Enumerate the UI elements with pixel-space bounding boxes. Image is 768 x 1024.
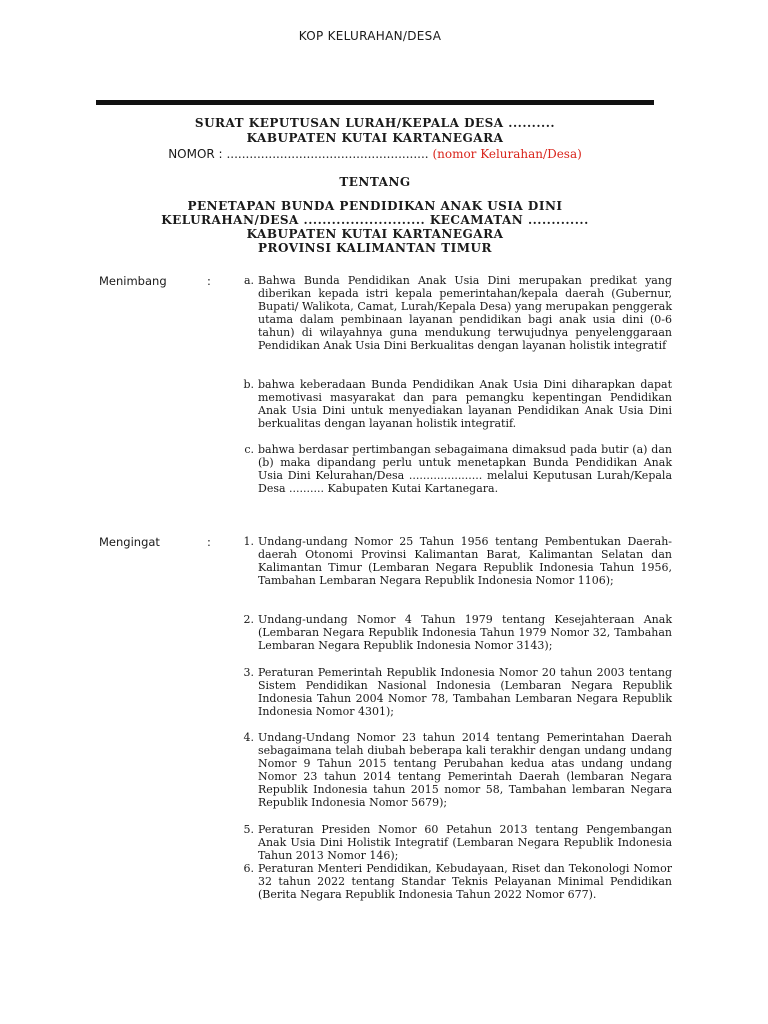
- letterhead-rule: [96, 100, 654, 105]
- mengingat-item-2: [232, 614, 672, 653]
- regency-title: KABUPATEN KUTAI KARTANEGARA: [246, 131, 504, 145]
- mengingat-item-1: [232, 536, 672, 588]
- mengingat-item-5: [232, 824, 672, 863]
- item-marker: 6.: [243, 862, 254, 875]
- subject-line-4: PROVINSI KALIMANTAN TIMUR: [258, 241, 492, 255]
- menimbang-colon: :: [207, 274, 211, 288]
- item-text: Peraturan Pemerintah Republik Indonesia Nomor 20 tahun 2003 tentang Sistem Pendidikan Nasional Indonesia (Lembaran Negara Republik Indonesia Tahun 2004 Nomor 78, Tambahan Lembaran Negara Republik Indonesia Nomor 4301);: [258, 666, 672, 718]
- item-marker: b.: [243, 378, 254, 391]
- item-marker: a.: [243, 274, 254, 287]
- item-text: bahwa berdasar pertimbangan sebagaimana dimaksud pada butir (a) dan (b) maka dipandang perlu untuk menetapkan Bunda Pendidikan Anak Usia Dini Kelurahan/Desa ..................... melalui Keputusan Lurah/Kepala Desa .......... Kabupaten Kutai Kartanegara.: [258, 443, 672, 495]
- mengingat-colon: :: [207, 535, 211, 549]
- item-marker: 2.: [243, 613, 254, 626]
- item-text: bahwa keberadaan Bunda Pendidikan Anak Usia Dini diharapkan dapat memotivasi masyarakat dan para pemangku kepentingan Pendidikan Anak Usia Dini untuk menyediakan layanan Pendidikan Anak Usia Dini berkualitas dengan layanan holistik integratif.: [258, 378, 672, 430]
- item-marker: 4.: [243, 731, 254, 744]
- decree-title: SURAT KEPUTUSAN LURAH/KEPALA DESA ..........: [194, 116, 556, 130]
- tentang-heading: TENTANG: [339, 175, 411, 189]
- mengingat-item-4: [232, 732, 672, 809]
- menimbang-item-a: [232, 275, 672, 352]
- subject-line-3: KABUPATEN KUTAI KARTANEGARA: [246, 227, 504, 241]
- item-marker: 1.: [243, 535, 254, 548]
- menimbang-item-c: [232, 444, 672, 496]
- mengingat-label: Mengingat: [99, 535, 160, 549]
- item-marker: 3.: [243, 666, 254, 679]
- item-marker: 5.: [243, 823, 254, 836]
- subject-line-1: PENETAPAN BUNDA PENDIDIKAN ANAK USIA DINI: [187, 199, 563, 213]
- menimbang-label: Menimbang: [99, 274, 167, 288]
- item-text: Undang-Undang Nomor 23 tahun 2014 tentang Pemerintahan Daerah sebagaimana telah diubah beberapa kali terakhir dengan undang undang Nomor 9 Tahun 2015 tentang Perubahan kedua atas undang undang Nomor 23 tahun 2014 tentang Pemerintah Daerah (lembaran Negara Republik Indonesia tahun 2015 nomor 58, Tambahan lembaran Negara Republik Indonesia Nomor 5679);: [258, 731, 672, 809]
- item-marker: c.: [244, 443, 254, 456]
- subject-line-2: KELURAHAN/DESA .......................... KECAMATAN .............: [161, 213, 589, 227]
- mengingat-item-6: [232, 863, 672, 902]
- menimbang-item-b: [232, 379, 672, 431]
- nomor-dots: .....................................................: [226, 147, 429, 161]
- nomor-note: (nomor Kelurahan/Desa): [432, 147, 582, 161]
- decree-number: [96, 147, 654, 161]
- letterhead-placeholder: KOP KELURAHAN/DESA: [298, 29, 442, 43]
- item-text: Undang-undang Nomor 25 Tahun 1956 tentang Pembentukan Daerah-daerah Otonomi Provinsi Kalimantan Barat, Kalimantan Selatan dan Kalimantan Timur (Lembaran Negara Republik Indonesia Tahun 1956, Tambahan Lembaran Negara Republik Indonesia Nomor 1106);: [258, 535, 672, 587]
- nomor-label: NOMOR :: [168, 147, 223, 161]
- mengingat-item-3: [232, 667, 672, 719]
- item-text: Undang-undang Nomor 4 Tahun 1979 tentang Kesejahteraan Anak (Lembaran Negara Republik Indonesia Tahun 1979 Nomor 32, Tambahan Lembaran Negara Republik Indonesia Nomor 3143);: [258, 613, 672, 652]
- item-text: Peraturan Menteri Pendidikan, Kebudayaan, Riset dan Tekonologi Nomor 32 tahun 2022 tentang Standar Teknis Pelayanan Minimal Pendidikan (Berita Negara Republik Indonesia Tahun 2022 Nomor 677).: [258, 862, 672, 901]
- item-text: Peraturan Presiden Nomor 60 Petahun 2013 tentang Pengembangan Anak Usia Dini Holistik Integratif (Lembaran Negara Republik Indonesia Tahun 2013 Nomor 146);: [258, 823, 672, 862]
- item-text: Bahwa Bunda Pendidikan Anak Usia Dini merupakan predikat yang diberikan kepada istri kepala pemerintahan/kepala daerah (Gubernur, Bupati/ Walikota, Camat, Lurah/Kepala Desa) yang merupakan penggerak utama dalam pembinaan layanan pendidikan bagi anak usia dini (0-6 tahun) di wilayahnya guna mendukung terwujudnya penyelenggaraan Pendidikan Anak Usia Dini Berkualitas dengan layanan holistik integratif: [258, 274, 672, 352]
